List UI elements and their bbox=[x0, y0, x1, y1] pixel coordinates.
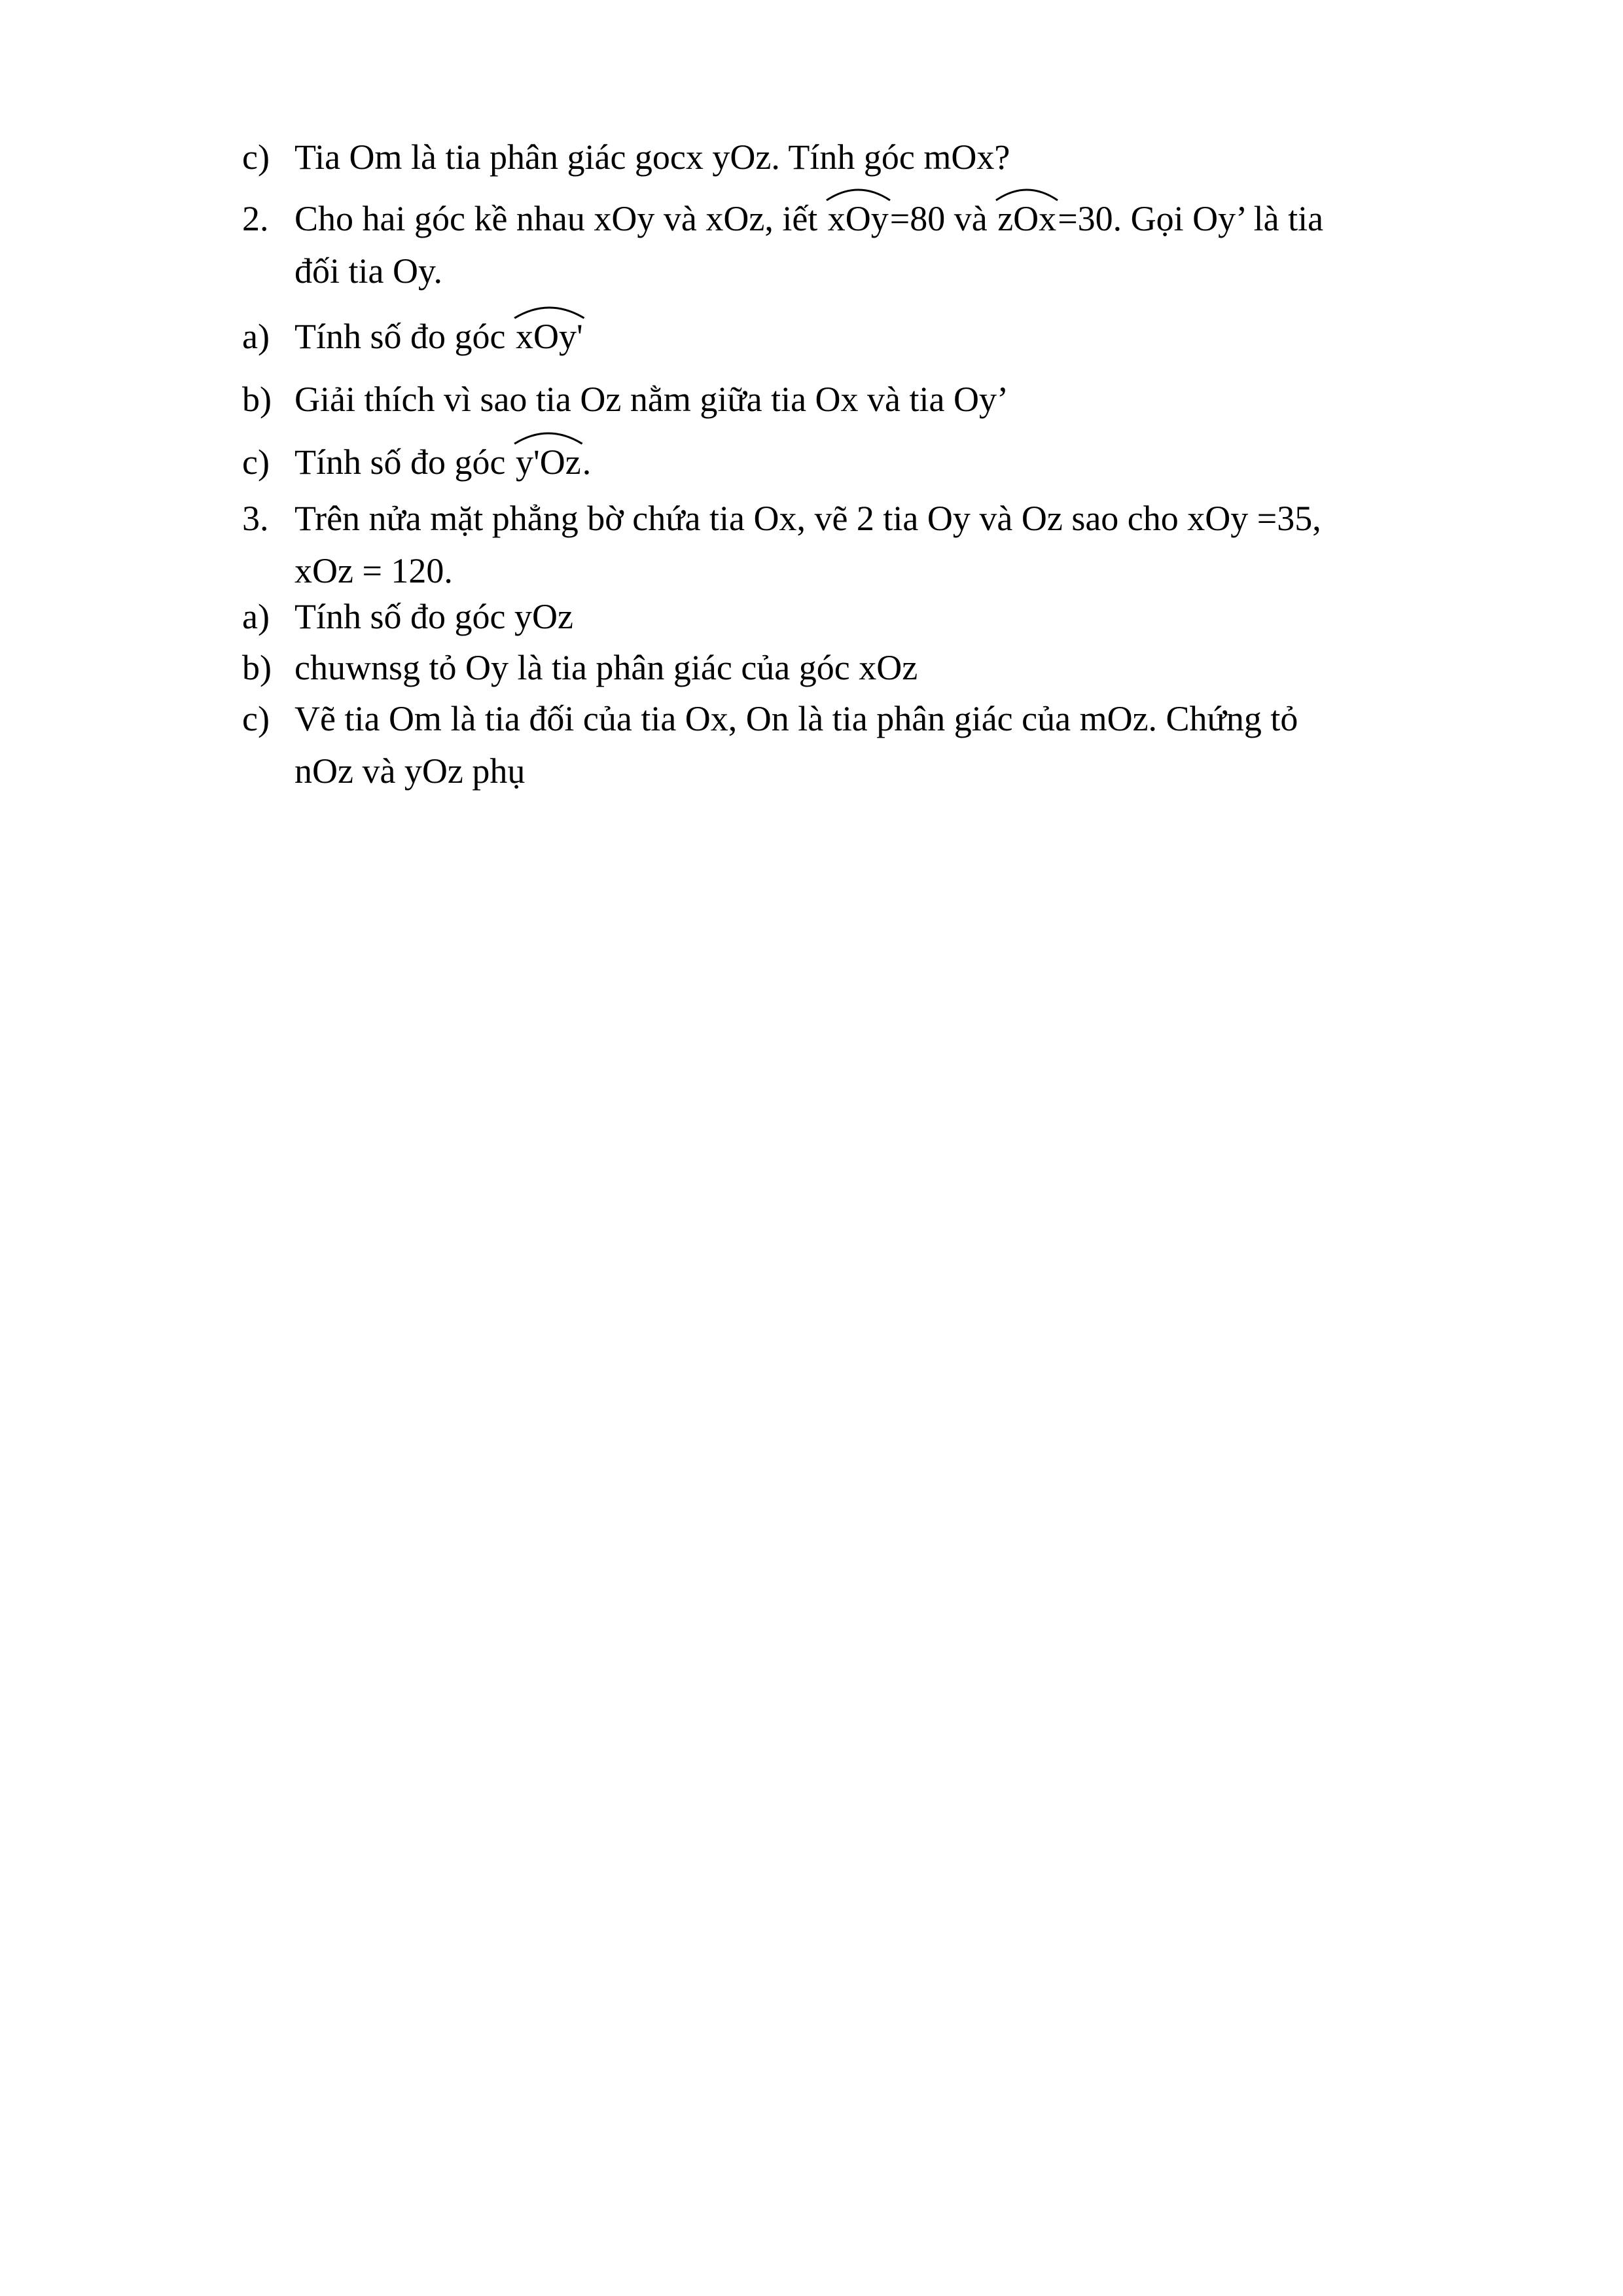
item-continuation: xOz = 120. bbox=[294, 551, 453, 590]
item-marker: b) bbox=[242, 380, 272, 419]
item-marker: b) bbox=[242, 648, 272, 687]
item-text bbox=[294, 192, 1323, 297]
item-marker: a) bbox=[242, 597, 270, 636]
item-marker: c) bbox=[242, 442, 270, 482]
text-segment: Trên nửa mặt phẳng bờ chứa tia Ox, vẽ 2 tia Oy và Oz sao cho xOy =35, bbox=[294, 499, 1321, 538]
item-b-bisector bbox=[242, 641, 1486, 694]
item-a-xoy-prime bbox=[242, 310, 1486, 363]
angle-label: xOy' bbox=[515, 317, 583, 356]
angle-label: zOx bbox=[997, 199, 1057, 238]
item-marker: 3. bbox=[242, 499, 269, 538]
item-text bbox=[294, 492, 1321, 597]
angle-notation bbox=[827, 192, 890, 245]
item-text: Tính số đo góc yOz bbox=[294, 597, 573, 636]
item-c-complementary bbox=[242, 692, 1486, 797]
item-text bbox=[294, 692, 1298, 797]
text-segment: Tính số đo góc bbox=[294, 317, 514, 356]
text-segment: Cho hai góc kề nhau xOy và xOz, iết bbox=[294, 199, 827, 238]
text-segment: . bbox=[582, 442, 592, 482]
item-continuation: đối tia Oy. bbox=[294, 251, 442, 291]
text-segment: Vẽ tia Om là tia đối của tia Ox, On là tia phân giác của mOz. Chứng tỏ bbox=[294, 699, 1298, 738]
item-b-explain-oz bbox=[242, 373, 1486, 425]
text-segment: =30. Gọi Oy’ là tia bbox=[1058, 199, 1324, 238]
angle-label: xOy bbox=[827, 199, 889, 238]
item-text: chuwnsg tỏ Oy là tia phân giác của góc xOz bbox=[294, 648, 918, 687]
item-a-yoz bbox=[242, 590, 1486, 643]
item-text: Giải thích vì sao tia Oz nằm giữa tia Ox và tia Oy’ bbox=[294, 380, 1008, 419]
text-segment: Tính số đo góc bbox=[294, 442, 514, 482]
item-c-yprime-oz bbox=[242, 436, 1486, 488]
angle-notation bbox=[514, 310, 584, 363]
item-text bbox=[294, 310, 584, 363]
item-marker: 2. bbox=[242, 199, 269, 238]
item-continuation: nOz và yOz phụ bbox=[294, 751, 526, 791]
item-2-adjacent-angles bbox=[242, 192, 1486, 297]
text-segment: =80 và bbox=[889, 199, 997, 238]
item-c-om-bisector bbox=[242, 131, 1486, 183]
angle-notation bbox=[514, 436, 582, 488]
angle-label: y'Oz bbox=[515, 442, 581, 482]
item-marker: c) bbox=[242, 137, 270, 177]
item-text bbox=[294, 436, 591, 488]
item-3-half-plane bbox=[242, 492, 1486, 597]
angle-notation bbox=[996, 192, 1058, 245]
item-marker: c) bbox=[242, 699, 270, 738]
item-marker: a) bbox=[242, 317, 270, 356]
item-text: Tia Om là tia phân giác gocx yOz. Tính góc mOx? bbox=[294, 137, 1010, 177]
